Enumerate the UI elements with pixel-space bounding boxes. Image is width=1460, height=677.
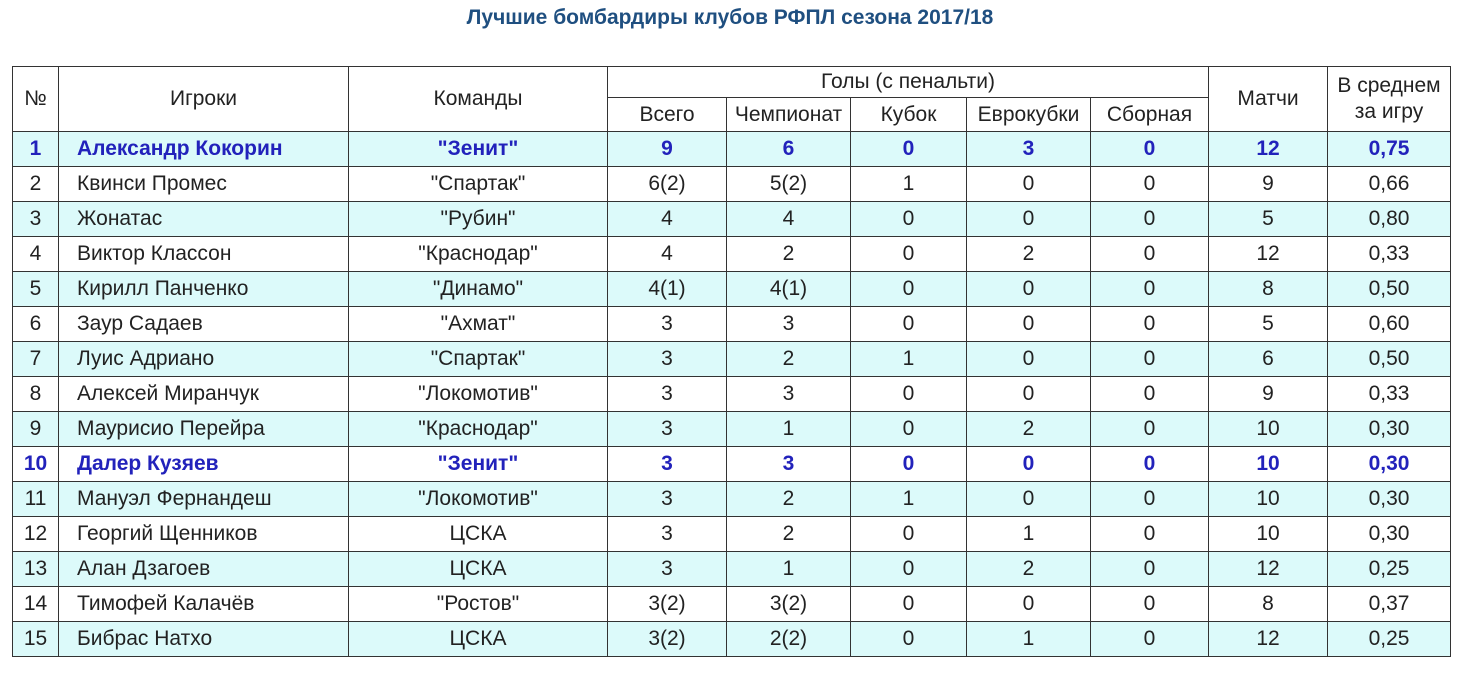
cell-matches: 9: [1209, 377, 1328, 412]
cell-national-goals: 0: [1091, 377, 1209, 412]
cell-national-goals: 0: [1091, 447, 1209, 482]
cell-league-goals: 4: [727, 202, 851, 237]
cell-eurocup-goals: 0: [967, 272, 1091, 307]
header-average-line1: В среднем: [1337, 74, 1441, 97]
cell-national-goals: 0: [1091, 272, 1209, 307]
table-row: [13, 272, 1451, 307]
cell-league-goals: 3: [727, 447, 851, 482]
cell-number: 13: [13, 552, 59, 587]
cell-eurocup-goals: 2: [967, 552, 1091, 587]
cell-total-goals: 6(2): [608, 167, 727, 202]
cell-eurocup-goals: 0: [967, 377, 1091, 412]
cell-team: "Спартак": [349, 167, 608, 202]
cell-average: 0,30: [1328, 447, 1451, 482]
cell-cup-goals: 0: [851, 587, 967, 622]
cell-number: 6: [13, 307, 59, 342]
cell-matches: 8: [1209, 587, 1328, 622]
header-league: Чемпионат: [727, 98, 851, 132]
cell-league-goals: 3: [727, 307, 851, 342]
cell-league-goals: 3(2): [727, 587, 851, 622]
cell-number: 15: [13, 622, 59, 657]
cell-league-goals: 4(1): [727, 272, 851, 307]
cell-national-goals: 0: [1091, 552, 1209, 587]
cell-player: Квинси Промес: [59, 167, 349, 202]
cell-matches: 10: [1209, 412, 1328, 447]
header-teams: Команды: [349, 67, 608, 132]
cell-team: ЦСКА: [349, 552, 608, 587]
cell-cup-goals: 0: [851, 237, 967, 272]
cell-number: 12: [13, 517, 59, 552]
cell-average: 0,50: [1328, 272, 1451, 307]
cell-player: Алан Дзагоев: [59, 552, 349, 587]
cell-cup-goals: 1: [851, 342, 967, 377]
cell-cup-goals: 0: [851, 412, 967, 447]
table-row: [13, 307, 1451, 342]
cell-player: Мануэл Фернандеш: [59, 482, 349, 517]
header-cup: Кубок: [851, 98, 967, 132]
cell-team: ЦСКА: [349, 622, 608, 657]
cell-matches: 12: [1209, 132, 1328, 167]
cell-matches: 10: [1209, 517, 1328, 552]
cell-cup-goals: 1: [851, 167, 967, 202]
cell-national-goals: 0: [1091, 517, 1209, 552]
cell-total-goals: 3: [608, 517, 727, 552]
table-row: [13, 377, 1451, 412]
cell-number: 2: [13, 167, 59, 202]
header-euro: Еврокубки: [967, 98, 1091, 132]
cell-average: 0,25: [1328, 552, 1451, 587]
cell-eurocup-goals: 0: [967, 307, 1091, 342]
cell-team: "Краснодар": [349, 237, 608, 272]
cell-total-goals: 3: [608, 342, 727, 377]
cell-national-goals: 0: [1091, 237, 1209, 272]
cell-team: "Краснодар": [349, 412, 608, 447]
cell-team: "Зенит": [349, 447, 608, 482]
cell-average: 0,25: [1328, 622, 1451, 657]
table-body: [13, 132, 1451, 657]
cell-player: Бибрас Натхо: [59, 622, 349, 657]
cell-team: "Локомотив": [349, 377, 608, 412]
cell-league-goals: 6: [727, 132, 851, 167]
cell-team: "Ростов": [349, 587, 608, 622]
cell-national-goals: 0: [1091, 342, 1209, 377]
cell-cup-goals: 0: [851, 202, 967, 237]
cell-eurocup-goals: 0: [967, 482, 1091, 517]
cell-league-goals: 2: [727, 482, 851, 517]
cell-eurocup-goals: 2: [967, 412, 1091, 447]
cell-team: "Локомотив": [349, 482, 608, 517]
cell-cup-goals: 0: [851, 447, 967, 482]
cell-cup-goals: 0: [851, 272, 967, 307]
cell-total-goals: 3: [608, 412, 727, 447]
cell-number: 10: [13, 447, 59, 482]
cell-number: 14: [13, 587, 59, 622]
cell-eurocup-goals: 0: [967, 342, 1091, 377]
cell-average: 0,37: [1328, 587, 1451, 622]
cell-number: 11: [13, 482, 59, 517]
table-row: [13, 552, 1451, 587]
cell-national-goals: 0: [1091, 202, 1209, 237]
header-row-1: [13, 67, 1451, 98]
cell-team: "Ахмат": [349, 307, 608, 342]
cell-eurocup-goals: 1: [967, 517, 1091, 552]
cell-national-goals: 0: [1091, 167, 1209, 202]
cell-total-goals: 3(2): [608, 587, 727, 622]
header-average: [1328, 67, 1451, 132]
cell-average: 0,33: [1328, 237, 1451, 272]
cell-team: "Динамо": [349, 272, 608, 307]
header-matches: Матчи: [1209, 67, 1328, 132]
scorers-table: [12, 66, 1451, 657]
cell-player: Заур Садаев: [59, 307, 349, 342]
cell-team: "Рубин": [349, 202, 608, 237]
cell-team: "Зенит": [349, 132, 608, 167]
cell-total-goals: 3: [608, 552, 727, 587]
cell-total-goals: 3(2): [608, 622, 727, 657]
cell-matches: 6: [1209, 342, 1328, 377]
cell-total-goals: 3: [608, 307, 727, 342]
table-row: [13, 622, 1451, 657]
table-row: [13, 517, 1451, 552]
cell-average: 0,66: [1328, 167, 1451, 202]
header-national: Сборная: [1091, 98, 1209, 132]
cell-eurocup-goals: 0: [967, 167, 1091, 202]
cell-cup-goals: 0: [851, 132, 967, 167]
cell-cup-goals: 0: [851, 622, 967, 657]
cell-total-goals: 4: [608, 237, 727, 272]
cell-number: 1: [13, 132, 59, 167]
cell-total-goals: 3: [608, 377, 727, 412]
cell-league-goals: 2(2): [727, 622, 851, 657]
cell-cup-goals: 0: [851, 307, 967, 342]
cell-team: "Спартак": [349, 342, 608, 377]
cell-national-goals: 0: [1091, 307, 1209, 342]
cell-player: Георгий Щенников: [59, 517, 349, 552]
cell-average: 0,33: [1328, 377, 1451, 412]
cell-national-goals: 0: [1091, 622, 1209, 657]
cell-cup-goals: 0: [851, 377, 967, 412]
cell-eurocup-goals: 0: [967, 587, 1091, 622]
header-total: Всего: [608, 98, 727, 132]
cell-average: 0,80: [1328, 202, 1451, 237]
table-header: [13, 67, 1451, 132]
cell-matches: 12: [1209, 552, 1328, 587]
table-row: [13, 342, 1451, 377]
cell-total-goals: 3: [608, 482, 727, 517]
cell-player: Алексей Миранчук: [59, 377, 349, 412]
cell-number: 8: [13, 377, 59, 412]
cell-league-goals: 3: [727, 377, 851, 412]
cell-eurocup-goals: 0: [967, 447, 1091, 482]
cell-league-goals: 2: [727, 237, 851, 272]
header-players: Игроки: [59, 67, 349, 132]
cell-number: 9: [13, 412, 59, 447]
cell-player: Далер Кузяев: [59, 447, 349, 482]
cell-national-goals: 0: [1091, 587, 1209, 622]
cell-player: Александр Кокорин: [59, 132, 349, 167]
cell-total-goals: 4(1): [608, 272, 727, 307]
cell-player: Луис Адриано: [59, 342, 349, 377]
cell-matches: 8: [1209, 272, 1328, 307]
cell-player: Жонатас: [59, 202, 349, 237]
header-num: №: [13, 67, 59, 132]
cell-number: 4: [13, 237, 59, 272]
cell-cup-goals: 1: [851, 482, 967, 517]
table-row: [13, 132, 1451, 167]
cell-league-goals: 1: [727, 412, 851, 447]
cell-average: 0,75: [1328, 132, 1451, 167]
cell-league-goals: 1: [727, 552, 851, 587]
cell-average: 0,30: [1328, 482, 1451, 517]
cell-eurocup-goals: 2: [967, 237, 1091, 272]
cell-number: 3: [13, 202, 59, 237]
cell-league-goals: 2: [727, 342, 851, 377]
cell-league-goals: 5(2): [727, 167, 851, 202]
cell-matches: 9: [1209, 167, 1328, 202]
cell-matches: 5: [1209, 202, 1328, 237]
header-average-line2: за игру: [1354, 100, 1424, 123]
table-row: [13, 587, 1451, 622]
cell-average: 0,30: [1328, 517, 1451, 552]
cell-total-goals: 3: [608, 447, 727, 482]
cell-national-goals: 0: [1091, 412, 1209, 447]
cell-league-goals: 2: [727, 517, 851, 552]
page-title: Лучшие бомбардиры клубов РФПЛ сезона 2017/18: [466, 6, 994, 29]
header-goals: Голы (с пенальти): [608, 67, 1209, 98]
table-row: [13, 412, 1451, 447]
cell-number: 5: [13, 272, 59, 307]
cell-eurocup-goals: 1: [967, 622, 1091, 657]
cell-player: Тимофей Калачёв: [59, 587, 349, 622]
cell-matches: 10: [1209, 482, 1328, 517]
cell-player: Кирилл Панченко: [59, 272, 349, 307]
table-row: [13, 237, 1451, 272]
cell-team: ЦСКА: [349, 517, 608, 552]
table-row: [13, 482, 1451, 517]
cell-player: Маурисио Перейра: [59, 412, 349, 447]
cell-matches: 10: [1209, 447, 1328, 482]
cell-total-goals: 9: [608, 132, 727, 167]
cell-average: 0,50: [1328, 342, 1451, 377]
cell-cup-goals: 0: [851, 517, 967, 552]
cell-matches: 12: [1209, 237, 1328, 272]
cell-national-goals: 0: [1091, 482, 1209, 517]
table-row: [13, 167, 1451, 202]
cell-player: Виктор Классон: [59, 237, 349, 272]
cell-total-goals: 4: [608, 202, 727, 237]
cell-eurocup-goals: 3: [967, 132, 1091, 167]
cell-cup-goals: 0: [851, 552, 967, 587]
cell-average: 0,60: [1328, 307, 1451, 342]
cell-average: 0,30: [1328, 412, 1451, 447]
cell-national-goals: 0: [1091, 132, 1209, 167]
table-row: [13, 447, 1451, 482]
cell-eurocup-goals: 0: [967, 202, 1091, 237]
cell-matches: 5: [1209, 307, 1328, 342]
table-row: [13, 202, 1451, 237]
cell-matches: 12: [1209, 622, 1328, 657]
cell-number: 7: [13, 342, 59, 377]
